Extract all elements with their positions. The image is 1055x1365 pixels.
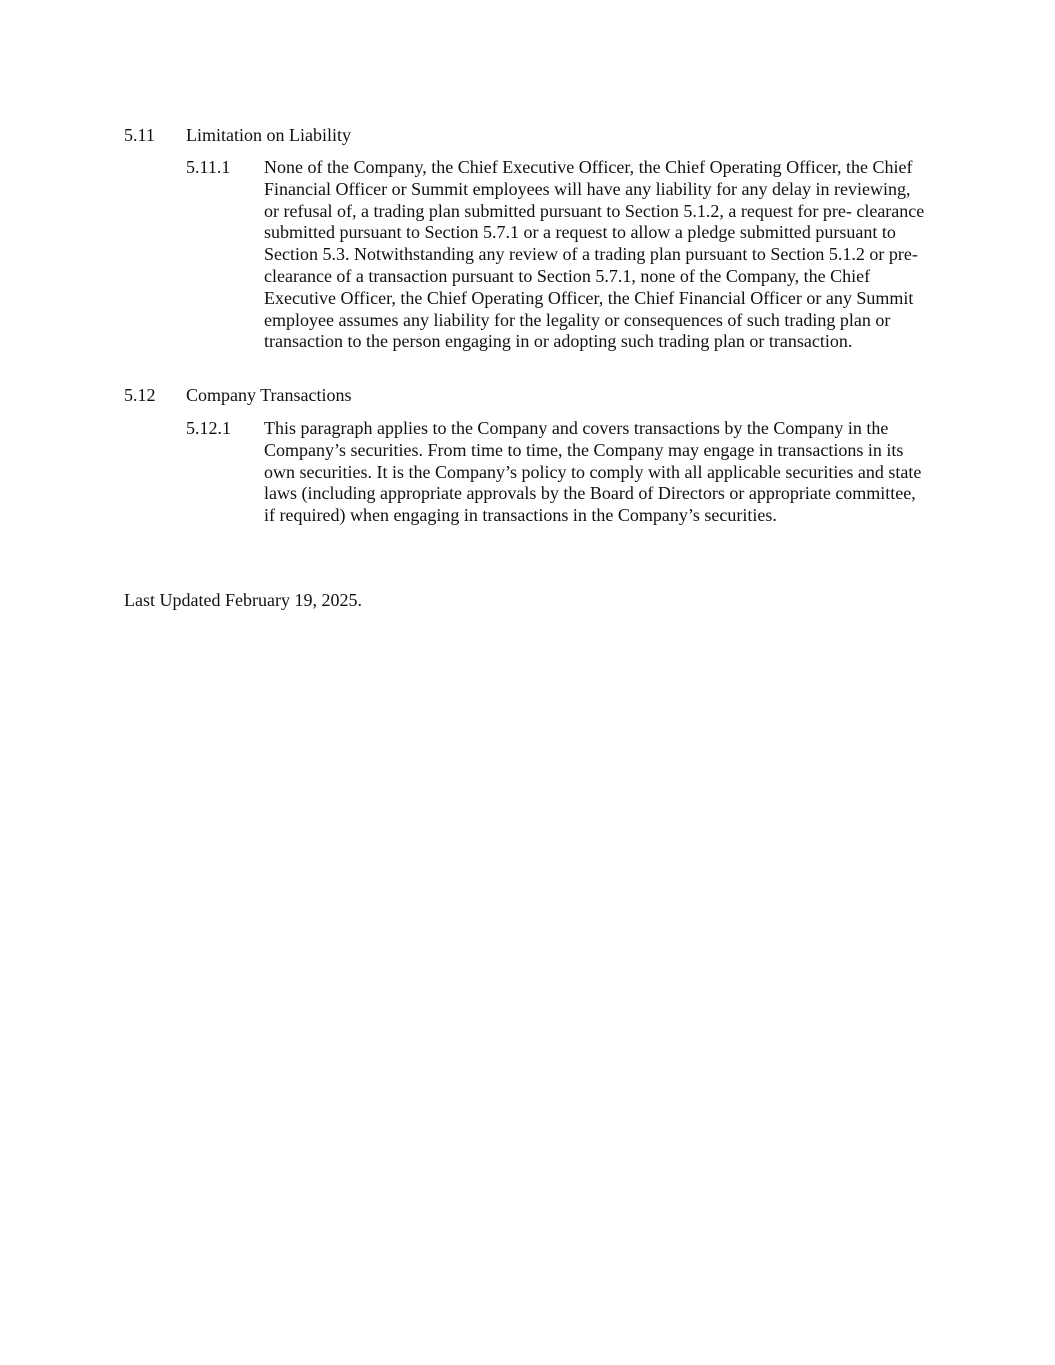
subsection-number: 5.11.1 <box>186 157 231 177</box>
section-number: 5.12 <box>124 385 156 405</box>
subsection-text: This paragraph applies to the Company and covers transactions by the Company in the Company’s securities. From time to time, the Company may engage in transactions in its own securities. It is the Company’s policy to comply with all applicable securities and state laws (including appropriate approvals by the Board of Directors or appropriate committee, if required) when engaging in transactions in the Company’s securities. <box>264 418 922 526</box>
subsection-text: None of the Company, the Chief Executive Officer, the Chief Operating Officer, the Chief Financial Officer or Summit employees will have any liability for any delay in reviewing, or refusal of, a trading plan submitted pursuant to Section 5.1.2, a request for pre- clearance submitted pursuant to Section 5.7.1 or a request to allow a pledge submitted pursuant to Section 5.3. Notwithstanding any review of a trading plan pursuant to Section 5.1.2 or pre- clearance of a transaction pursuant to Section 5.7.1, none of the Company, the Chief Executive Officer, the Chief Operating Officer, the Chief Financial Officer or any Summit employee assumes any liability for the legality or consequences of such trading plan or transaction to the person engaging in or adopting such trading plan or transaction. <box>264 157 925 352</box>
section-title: Company Transactions <box>186 385 352 405</box>
subsection-5-11-1 <box>186 157 926 353</box>
section-title: Limitation on Liability <box>186 125 351 145</box>
subsection-number: 5.12.1 <box>186 418 231 438</box>
last-updated-note: Last Updated February 19, 2025. <box>124 590 362 610</box>
subsection-5-12-1 <box>186 418 926 527</box>
section-number: 5.11 <box>124 125 155 145</box>
